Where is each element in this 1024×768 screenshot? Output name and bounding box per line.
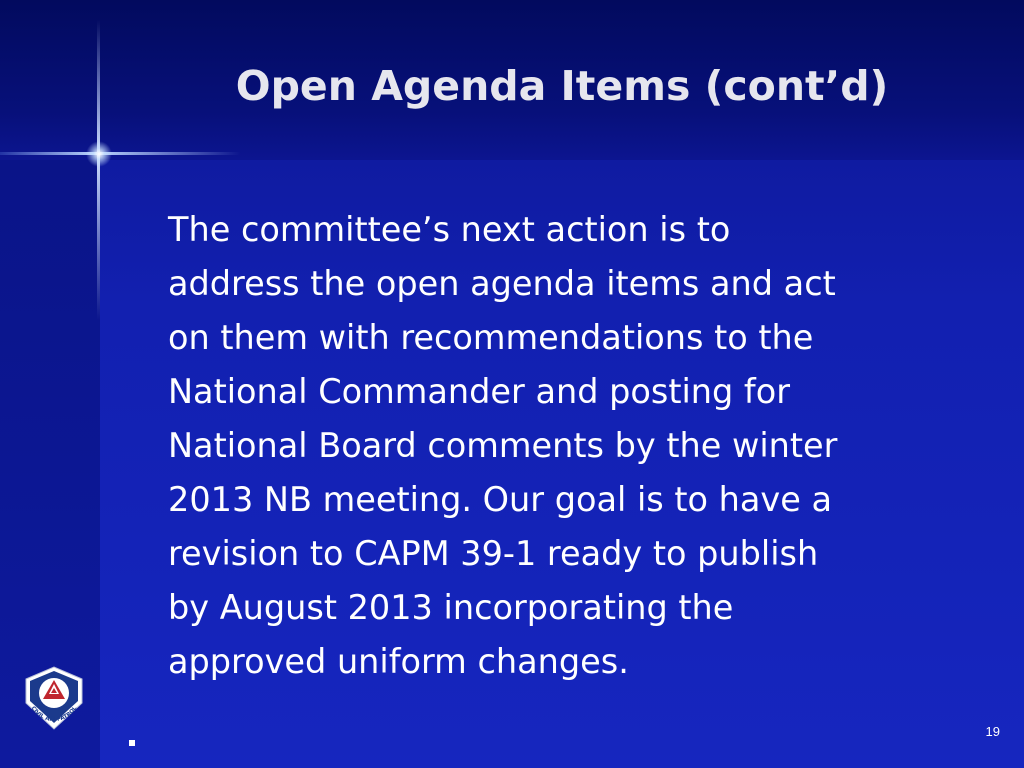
slide-title: Open Agenda Items (cont’d)	[235, 62, 889, 110]
logo-text: CIVIL AIR PATROL	[29, 705, 79, 724]
page-number: 19	[985, 724, 1000, 739]
slide-body-text: The committee’s next action is to address the open agenda items and act on them with recommendations to the National Commander and posting for National Board comments by the winter 2013 NB meeting. Our goal is to have a revision to CAPM 39-1 ready to publish by August 2013 incorporating the approved uniform changes.	[168, 210, 838, 681]
civil-air-patrol-seal-icon	[18, 663, 90, 735]
light-spark	[86, 141, 112, 167]
bullet-dot	[129, 740, 135, 746]
horizontal-accent-line	[0, 152, 240, 155]
